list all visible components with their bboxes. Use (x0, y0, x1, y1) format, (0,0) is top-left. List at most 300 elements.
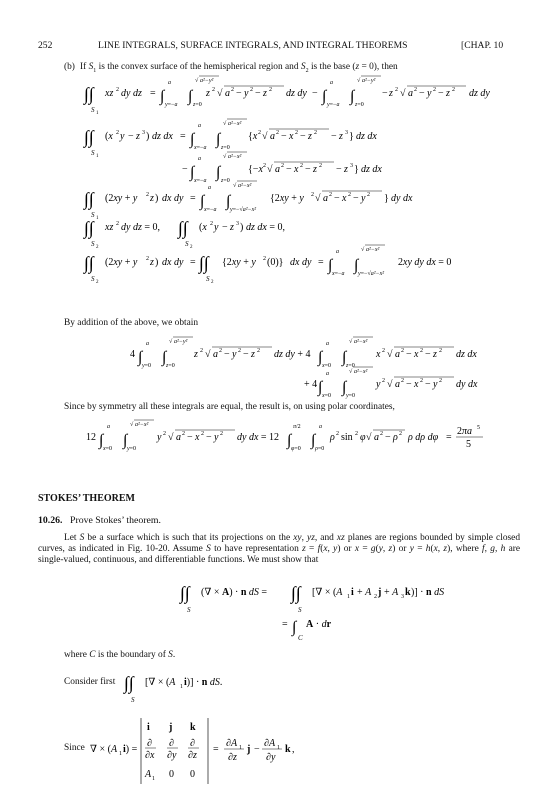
svg-text:∫∫: ∫∫ (84, 253, 94, 273)
svg-text:2: 2 (355, 431, 358, 437)
svg-text:z: z (194, 349, 198, 360)
svg-text:−: − (243, 349, 249, 360)
svg-text:dy dx: dy dx (456, 379, 478, 390)
svg-text:y=−a: y=−a (165, 102, 178, 108)
svg-text:∫∫: ∫∫ (178, 218, 188, 238)
svg-text:∫: ∫ (123, 432, 128, 449)
svg-text:dx dy: dx dy (162, 257, 184, 268)
svg-text:S: S (91, 106, 95, 114)
svg-text:x=−a: x=−a (194, 178, 207, 184)
svg-text:dz dx: dz dx (356, 131, 377, 142)
part-intro: If $S_1$ is the convex surface of the hemispherical region and $S_2$ is the base (z = 0), then (80, 62, 398, 74)
addition-text: By addition of the above, we obtain (64, 318, 199, 328)
svg-text:y=−a: y=−a (327, 102, 340, 108)
svg-text:a: a (326, 371, 329, 377)
svg-text:x: x (195, 432, 200, 443)
svg-text:−: − (182, 164, 188, 175)
svg-text:∫: ∫ (200, 193, 205, 210)
svg-text:√: √ (400, 88, 406, 99)
svg-text:−: − (382, 88, 388, 99)
svg-text:√: √ (357, 78, 361, 84)
svg-text:z: z (308, 131, 312, 142)
svg-text:∫: ∫ (342, 379, 347, 396)
svg-text:z=0: z=0 (221, 145, 230, 151)
svg-text:2: 2 (382, 378, 385, 384)
svg-text:dy dx: dy dx (391, 193, 413, 204)
svg-text:−: − (353, 193, 359, 204)
svg-text:1: 1 (239, 745, 242, 751)
svg-text:z: z (339, 131, 343, 142)
svg-text:i)] · n dS.: i)] · n dS. (184, 677, 223, 688)
svg-text:2: 2 (311, 192, 314, 198)
svg-text:a²−x²: a²−x² (354, 369, 368, 375)
svg-text:=: = (180, 131, 186, 142)
svg-text:∂z: ∂z (228, 752, 237, 763)
svg-text:x=0: x=0 (103, 446, 113, 452)
svg-text:2: 2 (182, 431, 185, 437)
svg-text:∫: ∫ (292, 619, 297, 636)
svg-text:2: 2 (258, 130, 261, 136)
svg-text:xz: xz (105, 88, 114, 99)
svg-text:dz dy: dz dy (469, 88, 490, 99)
svg-text:j: j (247, 744, 251, 755)
svg-text:i: i (351, 587, 354, 598)
svg-text:x=0: x=0 (322, 363, 332, 369)
svg-text:3: 3 (236, 221, 239, 227)
svg-text:√: √ (366, 432, 372, 443)
svg-text:dx dy: dx dy (290, 257, 312, 268)
svg-text:π/2: π/2 (293, 424, 301, 430)
svg-text:): ) (155, 257, 159, 268)
svg-text:a: a (395, 379, 400, 390)
svg-text:2: 2 (200, 348, 203, 354)
svg-text:=: = (318, 257, 324, 268)
svg-text:a: a (275, 164, 280, 175)
svg-text:S: S (91, 275, 95, 283)
svg-text:(x: (x (199, 222, 207, 233)
svg-text:a: a (176, 432, 181, 443)
svg-text:3: 3 (345, 130, 348, 136)
svg-text:=: = (190, 193, 196, 204)
svg-text:−: − (206, 432, 212, 443)
svg-text:1: 1 (152, 776, 155, 782)
svg-text:∫∫: ∫∫ (180, 583, 190, 603)
svg-text:2: 2 (116, 221, 119, 227)
svg-text:a²−y²: a²−y² (174, 339, 188, 345)
svg-text:12: 12 (86, 432, 96, 443)
svg-text:√: √ (387, 349, 393, 360)
svg-text:−: − (385, 432, 391, 443)
svg-text:z: z (206, 88, 210, 99)
svg-text:√: √ (130, 422, 134, 428)
svg-text:1: 1 (96, 154, 99, 159)
svg-text:−: − (336, 164, 342, 175)
svg-text:a²−x²: a²−x² (366, 247, 380, 253)
svg-text:3: 3 (401, 594, 404, 600)
svg-text:dz dx = 0,: dz dx = 0, (246, 222, 285, 233)
svg-text:2: 2 (116, 130, 119, 136)
problem-paragraph: Let S be a surface which is such that its projections on the xy, yz, and xz planes are regions bounded by simple closed curves, as indicated in Fig. 10-20. Assume S to have representation z = f(x, y) or x = g(y, z) or y = h(x, z), where f, g, h are single-valued, continuous, and differentiable functions. We must show that (38, 533, 521, 565)
svg-text:∂A: ∂A (226, 738, 238, 749)
svg-text:2: 2 (212, 87, 215, 93)
svg-text:2: 2 (257, 348, 260, 354)
svg-text:2: 2 (319, 163, 322, 169)
svg-text:y=0: y=0 (142, 363, 152, 369)
svg-text:[∇ × (A: [∇ × (A (312, 587, 343, 598)
svg-text:x=−a: x=−a (332, 271, 345, 277)
svg-text:√: √ (349, 369, 353, 375)
svg-text:k: k (405, 587, 411, 598)
svg-text:y=−√a²−x²: y=−√a²−x² (358, 271, 385, 277)
svg-text:z=0: z=0 (355, 102, 364, 108)
svg-text:2: 2 (231, 87, 234, 93)
svg-text:−: − (222, 222, 228, 233)
svg-text:2: 2 (116, 87, 119, 93)
svg-text:1: 1 (96, 111, 99, 116)
svg-text:a: a (319, 424, 322, 430)
svg-text:−: − (305, 164, 311, 175)
svg-text:x: x (414, 349, 419, 360)
svg-text:a: a (198, 123, 201, 129)
svg-text:{2xy + y: {2xy + y (270, 193, 304, 204)
svg-text:∫: ∫ (162, 349, 167, 366)
svg-text:−: − (334, 193, 340, 204)
svg-text:2: 2 (439, 378, 442, 384)
svg-text:√: √ (315, 193, 321, 204)
svg-text:y: y (214, 432, 219, 443)
svg-text:−: − (255, 88, 261, 99)
svg-text:2: 2 (314, 130, 317, 136)
svg-text:0: 0 (169, 769, 174, 780)
svg-text:sin: sin (341, 432, 353, 443)
svg-text:y: y (214, 222, 219, 233)
svg-text:2πa: 2πa (457, 426, 473, 437)
svg-text:z: z (313, 164, 317, 175)
consider-label: Consider first (64, 677, 116, 687)
svg-text:z: z (344, 164, 348, 175)
svg-text:2: 2 (439, 348, 442, 354)
svg-text:−: − (425, 379, 431, 390)
svg-text:∫∫: ∫∫ (84, 84, 94, 104)
svg-text:∫: ∫ (216, 164, 221, 181)
svg-text:2: 2 (263, 163, 266, 169)
svg-text:A: A (145, 769, 152, 780)
svg-text:√: √ (361, 247, 365, 253)
svg-text:k: k (285, 744, 291, 755)
svg-text:+ 4: + 4 (304, 379, 318, 390)
svg-text:∫∫: ∫∫ (84, 189, 94, 209)
problem-title: Prove Stokes’ theorem. (70, 515, 161, 526)
svg-text:∫: ∫ (287, 432, 292, 449)
svg-text:2: 2 (420, 348, 423, 354)
part-label: (b) (64, 62, 75, 72)
svg-text:i) =: i) = (123, 744, 138, 755)
svg-text:k: k (190, 722, 196, 733)
svg-text:(2xy + y: (2xy + y (105, 193, 138, 204)
svg-text:√: √ (195, 78, 199, 84)
svg-text:2: 2 (250, 87, 253, 93)
svg-text:z=0: z=0 (193, 102, 202, 108)
svg-text:2: 2 (395, 87, 398, 93)
svg-text:z: z (150, 257, 154, 268)
svg-text:5: 5 (466, 439, 471, 450)
svg-text:2: 2 (96, 280, 99, 285)
svg-text:1: 1 (277, 745, 280, 751)
svg-text:2: 2 (374, 594, 377, 600)
svg-text:z: z (230, 222, 234, 233)
svg-text:∫: ∫ (354, 257, 359, 274)
svg-text:=: = (190, 257, 196, 268)
svg-text:−: − (224, 349, 230, 360)
svg-text:S: S (187, 606, 191, 614)
svg-text:2: 2 (329, 192, 332, 198)
svg-text:,: , (292, 744, 295, 755)
svg-text:=: = (150, 88, 156, 99)
svg-text:∫: ∫ (318, 379, 323, 396)
svg-text:[∇ × (A: [∇ × (A (145, 677, 176, 688)
svg-text:): ) (240, 222, 244, 233)
svg-text:y: y (244, 88, 249, 99)
svg-text:1: 1 (96, 216, 99, 221)
svg-text:=: = (282, 619, 288, 630)
svg-text:a: a (326, 341, 329, 347)
svg-text:2: 2 (401, 378, 404, 384)
svg-text:−: − (425, 349, 431, 360)
svg-text:S: S (91, 240, 95, 248)
svg-text:2xy dy dx = 0: 2xy dy dx = 0 (398, 257, 452, 268)
svg-text:∂: ∂ (147, 738, 152, 749)
svg-text:C: C (298, 634, 303, 642)
svg-text:}: } (349, 131, 354, 142)
svg-text:2: 2 (146, 256, 149, 262)
svg-text:i: i (147, 722, 150, 733)
svg-text:S: S (131, 696, 135, 704)
svg-text:a²−x²: a²−x² (228, 154, 242, 160)
svg-text:5: 5 (477, 425, 480, 431)
svg-text:−: − (406, 379, 412, 390)
svg-text:ρ=0: ρ=0 (315, 446, 325, 452)
svg-text:j: j (169, 722, 173, 733)
svg-text:∫: ∫ (322, 88, 327, 105)
svg-text:x=−a: x=−a (204, 207, 217, 213)
svg-text:+ A: + A (384, 587, 399, 598)
svg-text:2: 2 (219, 348, 222, 354)
svg-text:2: 2 (96, 245, 99, 250)
svg-text:ρ: ρ (393, 432, 398, 443)
svg-text:y: y (427, 88, 432, 99)
svg-text:2: 2 (210, 221, 213, 227)
svg-text:a: a (146, 341, 149, 347)
svg-text:∂A: ∂A (264, 738, 276, 749)
svg-text:=: = (213, 744, 219, 755)
svg-text:}: } (384, 193, 389, 204)
svg-text:∫∫: ∫∫ (84, 127, 94, 147)
svg-text:∫: ∫ (350, 88, 355, 105)
svg-text:2: 2 (276, 130, 279, 136)
svg-text:2: 2 (367, 192, 370, 198)
svg-text:∂: ∂ (169, 738, 174, 749)
svg-text:−: − (300, 131, 306, 142)
svg-text:2: 2 (295, 130, 298, 136)
svg-text:dz dx: dz dx (361, 164, 382, 175)
svg-text:√: √ (205, 349, 211, 360)
svg-text:∂x: ∂x (145, 750, 155, 761)
svg-text:(x: (x (105, 131, 113, 142)
svg-text:z: z (136, 131, 140, 142)
svg-text:2: 2 (380, 431, 383, 437)
svg-text:1: 1 (347, 594, 350, 600)
svg-text:−: − (312, 88, 318, 99)
svg-text:x: x (289, 131, 294, 142)
svg-text:2: 2 (211, 280, 214, 285)
section-heading: STOKES’ THEOREM (38, 493, 135, 504)
svg-text:∫: ∫ (342, 349, 347, 366)
svg-text:}: } (354, 164, 359, 175)
svg-text:dz dy: dz dy (286, 88, 307, 99)
svg-text:a: a (408, 88, 413, 99)
svg-text:∫: ∫ (160, 88, 165, 105)
svg-text:a: a (395, 349, 400, 360)
svg-text:dz dx: dz dx (152, 131, 173, 142)
svg-text:x: x (342, 193, 347, 204)
problem-number: 10.26. (38, 515, 63, 526)
svg-text:dy dx = 12: dy dx = 12 (237, 432, 280, 443)
svg-text:√: √ (233, 183, 237, 189)
svg-text:S: S (91, 149, 95, 157)
svg-text:0: 0 (190, 769, 195, 780)
svg-text:(0)}: (0)} (267, 257, 284, 268)
svg-text:x: x (414, 379, 419, 390)
symmetry-text: Since by symmetry all these integrals are equal, the result is, on using polar coordinates, (64, 402, 395, 412)
svg-text:√: √ (262, 131, 268, 142)
svg-text:√: √ (267, 164, 273, 175)
svg-text:−: − (331, 131, 337, 142)
svg-text:−: − (187, 432, 193, 443)
svg-text:2: 2 (433, 87, 436, 93)
svg-text:φ: φ (360, 432, 366, 443)
svg-text:(2xy + y: (2xy + y (105, 257, 138, 268)
svg-text:z: z (389, 88, 393, 99)
svg-text:a: a (270, 131, 275, 142)
svg-text:z: z (433, 349, 437, 360)
svg-text:√: √ (387, 379, 393, 390)
svg-text:−: − (438, 88, 444, 99)
svg-text:y: y (232, 349, 237, 360)
svg-text:∫: ∫ (226, 193, 231, 210)
svg-text:S: S (298, 606, 302, 614)
svg-text:y=0: y=0 (127, 446, 137, 452)
svg-text:y: y (120, 131, 125, 142)
svg-text:x: x (376, 349, 381, 360)
svg-text:1: 1 (119, 751, 122, 757)
svg-text:dy dz = 0,: dy dz = 0, (121, 222, 160, 233)
svg-text:√: √ (169, 339, 173, 345)
svg-text:∫: ∫ (138, 349, 143, 366)
svg-text:xz: xz (105, 222, 114, 233)
svg-text:): ) (146, 131, 150, 142)
svg-text:ρ dρ dφ: ρ dρ dφ (408, 432, 439, 443)
svg-text:∇ × (A: ∇ × (A (90, 744, 118, 755)
svg-text:∫: ∫ (190, 131, 195, 148)
svg-text:∂y: ∂y (167, 750, 177, 761)
svg-text:a: a (168, 80, 171, 86)
svg-text:1: 1 (180, 684, 183, 690)
svg-text:2: 2 (399, 431, 402, 437)
svg-text:{2xy + y: {2xy + y (222, 257, 256, 268)
svg-text:∫∫: ∫∫ (199, 253, 209, 273)
svg-text:a: a (323, 193, 328, 204)
svg-text:dz dx: dz dx (456, 349, 477, 360)
svg-text:2: 2 (146, 192, 149, 198)
svg-text:∫: ∫ (311, 432, 316, 449)
svg-text:∫∫: ∫∫ (84, 218, 94, 238)
svg-text:z: z (446, 88, 450, 99)
svg-text:a²−x²: a²−x² (354, 339, 368, 345)
svg-text:−: − (281, 131, 287, 142)
svg-text:2: 2 (401, 348, 404, 354)
svg-text:+ A: + A (357, 587, 372, 598)
svg-text:ρ: ρ (330, 432, 335, 443)
svg-text:3: 3 (142, 130, 145, 136)
svg-text:{−x: {−x (248, 164, 263, 175)
svg-text:a: a (208, 185, 211, 191)
svg-text:=: = (446, 432, 452, 443)
since-label: Since (64, 743, 85, 753)
svg-text:y=−√a²−x²: y=−√a²−x² (230, 207, 257, 213)
svg-text:a: a (336, 249, 339, 255)
svg-text:a: a (330, 80, 333, 86)
svg-text:a: a (107, 424, 110, 430)
svg-text:∫: ∫ (318, 349, 323, 366)
svg-text:√: √ (217, 88, 223, 99)
svg-text:a²−y²: a²−y² (200, 78, 214, 84)
running-title: LINE INTEGRALS, SURFACE INTEGRALS, AND INTEGRAL THEOREMS (98, 40, 408, 51)
svg-text:x=−a: x=−a (194, 145, 207, 151)
svg-text:y: y (361, 193, 366, 204)
svg-text:−: − (236, 88, 242, 99)
svg-text:a²−x²: a²−x² (135, 422, 149, 428)
svg-text:z: z (263, 88, 267, 99)
svg-text:a: a (213, 349, 218, 360)
svg-text:∫: ∫ (216, 131, 221, 148)
svg-text:∂y: ∂y (266, 752, 276, 763)
svg-text:√: √ (223, 154, 227, 160)
svg-text:dx dy: dx dy (162, 193, 184, 204)
svg-text:∫: ∫ (328, 257, 333, 274)
svg-text:∫: ∫ (99, 432, 104, 449)
svg-text:(∇ × A) · n dS =: (∇ × A) · n dS = (201, 587, 268, 598)
svg-text:2: 2 (414, 87, 417, 93)
svg-text:z=0: z=0 (221, 178, 230, 184)
svg-text:∂: ∂ (190, 738, 195, 749)
svg-text:2: 2 (269, 87, 272, 93)
boundary-text: where C is the boundary of S. (64, 650, 176, 660)
svg-text:x=0: x=0 (322, 393, 332, 399)
svg-text:2: 2 (348, 192, 351, 198)
svg-text:2: 2 (336, 431, 339, 437)
svg-text:2: 2 (201, 431, 204, 437)
chapter-label: [CHAP. 10 (461, 40, 504, 51)
svg-text:2: 2 (263, 256, 266, 262)
svg-text:{x: {x (248, 131, 258, 142)
svg-text:a²−x²: a²−x² (228, 121, 242, 127)
svg-text:4: 4 (130, 349, 135, 360)
svg-text:z: z (251, 349, 255, 360)
svg-text:2: 2 (220, 431, 223, 437)
svg-text:z=0: z=0 (166, 363, 175, 369)
svg-text:φ=0: φ=0 (291, 446, 301, 452)
svg-text:z: z (150, 193, 154, 204)
